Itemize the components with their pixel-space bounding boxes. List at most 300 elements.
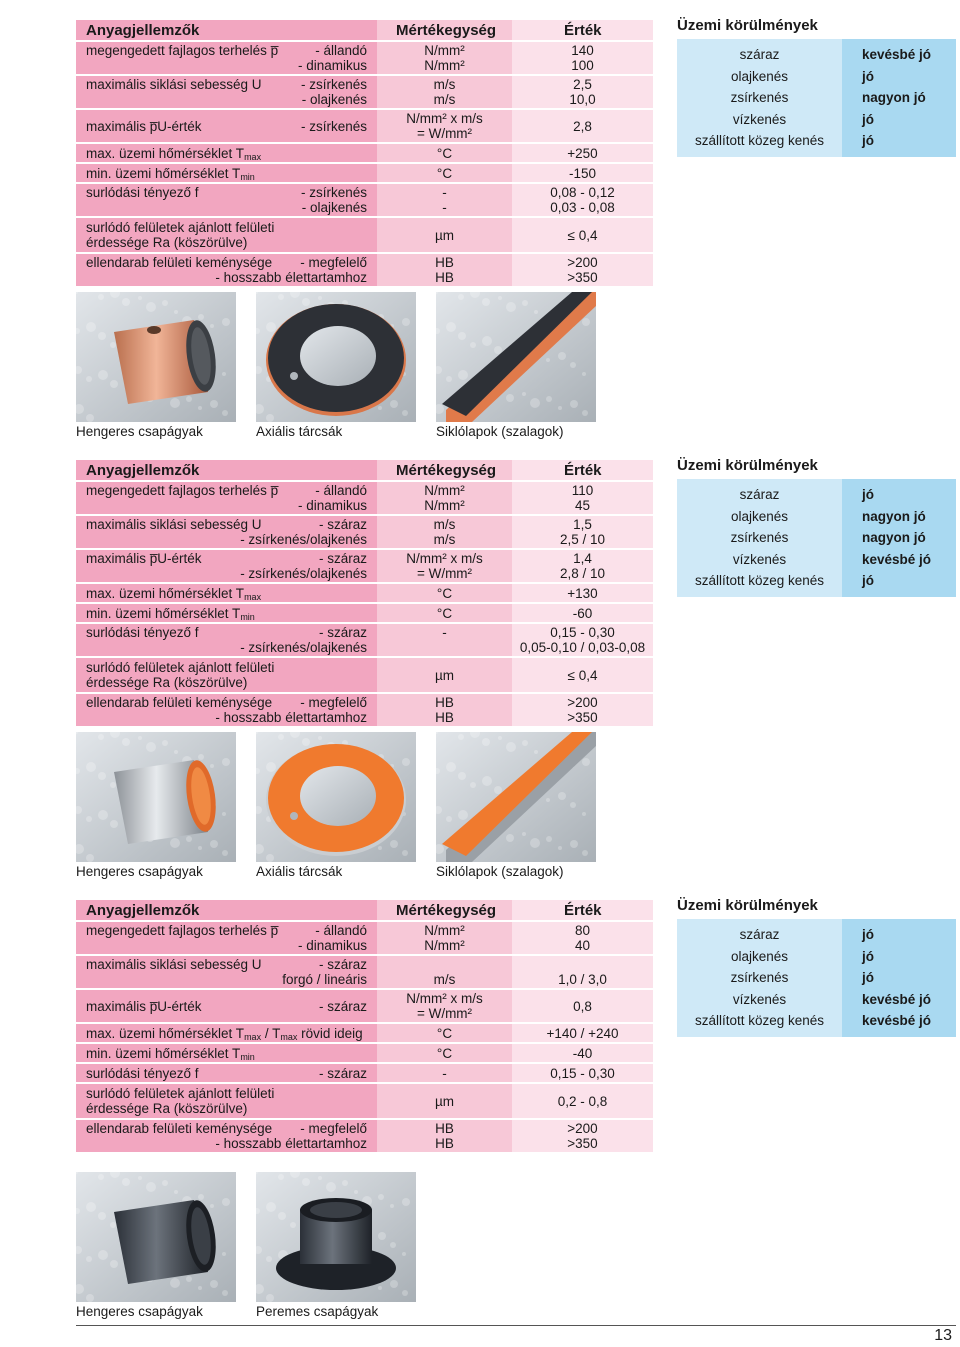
spec-row bbox=[76, 922, 653, 956]
condition-rating: jó bbox=[862, 948, 874, 964]
value-text: >350 bbox=[567, 1136, 598, 1151]
condition-label: szállított közeg kenés bbox=[694, 133, 825, 149]
unit-text: N/mm² bbox=[424, 923, 465, 938]
photo-caption: Hengeres csapágyak bbox=[76, 864, 203, 879]
value-text: 2,5 / 10 bbox=[559, 532, 606, 547]
unit-text: N/mm² x m/s bbox=[406, 551, 483, 566]
unit-text: = W/mm² bbox=[416, 1006, 473, 1021]
product-photo bbox=[76, 292, 236, 422]
black-washer-photo bbox=[256, 292, 416, 422]
value-text: 1,0 / 3,0 bbox=[558, 972, 607, 987]
unit-cell bbox=[377, 1120, 512, 1152]
condition-rating: nagyon jó bbox=[862, 508, 926, 524]
unit-text: m/s bbox=[433, 532, 456, 547]
value-text: 100 bbox=[571, 58, 594, 73]
value-cell bbox=[512, 144, 653, 162]
unit-cell bbox=[377, 184, 512, 216]
spec-table-header bbox=[76, 900, 653, 922]
photo-caption: Peremes csapágyak bbox=[256, 1304, 379, 1319]
value-text: >200 bbox=[567, 695, 598, 710]
unit-text: - bbox=[442, 185, 447, 200]
condition-label: száraz bbox=[739, 487, 780, 502]
condition-label: olajkenés bbox=[730, 68, 789, 84]
property-cell bbox=[76, 604, 377, 622]
property-condition: - dinamikus bbox=[297, 498, 367, 513]
property-name: érdessége Ra (köszörülve) bbox=[86, 235, 248, 250]
property-name: ellendarab felületi keménysége bbox=[86, 1121, 273, 1136]
condition-rating: kevésbé jó bbox=[862, 47, 932, 62]
property-name: megengedett fajlagos terhelés p̅ bbox=[86, 43, 279, 58]
property-condition: - száraz bbox=[318, 957, 367, 972]
unit-cell bbox=[377, 624, 512, 656]
property-condition: forgó / lineáris bbox=[282, 972, 367, 987]
value-text: 2,5 bbox=[573, 77, 592, 92]
spec-row bbox=[76, 254, 653, 288]
property-condition: - száraz bbox=[318, 517, 367, 532]
property-name: ellendarab felületi keménysége bbox=[86, 695, 273, 710]
unit-cell bbox=[377, 1064, 512, 1082]
value-text: >350 bbox=[567, 270, 598, 285]
unit-cell bbox=[377, 516, 512, 548]
value-cell bbox=[512, 604, 653, 622]
property-cell bbox=[76, 144, 377, 162]
property-cell bbox=[76, 184, 377, 216]
unit-text: m/s bbox=[433, 77, 456, 92]
unit-text: µm bbox=[434, 228, 455, 243]
value-text: 1,4 bbox=[573, 551, 592, 566]
property-name: maximális p̅U-érték bbox=[86, 999, 202, 1014]
value-text: >200 bbox=[567, 255, 598, 270]
unit-text: µm bbox=[434, 1094, 455, 1109]
value-cell bbox=[512, 42, 653, 74]
property-name: surlódási tényező f bbox=[86, 1066, 199, 1081]
unit-text: m/s bbox=[433, 517, 456, 532]
unit-text: N/mm² bbox=[424, 43, 465, 58]
unit-text: °C bbox=[436, 586, 453, 601]
value-text: +140 / +240 bbox=[546, 1026, 619, 1041]
unit-text: °C bbox=[436, 146, 453, 161]
property-cell bbox=[76, 990, 377, 1022]
spec-row bbox=[76, 1064, 653, 1084]
unit-text: - bbox=[442, 625, 447, 640]
value-cell bbox=[512, 482, 653, 514]
value-text: 140 bbox=[571, 43, 594, 58]
unit-cell bbox=[377, 604, 512, 622]
unit-cell bbox=[377, 482, 512, 514]
condition-rating: kevésbé jó bbox=[862, 551, 932, 567]
property-cell bbox=[76, 658, 377, 692]
unit-text: °C bbox=[436, 166, 453, 181]
unit-cell bbox=[377, 76, 512, 108]
property-condition: - állandó bbox=[315, 43, 367, 58]
value-cell bbox=[512, 254, 653, 286]
spec-table bbox=[76, 900, 653, 1154]
unit-text: = W/mm² bbox=[416, 126, 473, 141]
value-text: ≤ 0,4 bbox=[567, 228, 598, 243]
product-photo bbox=[76, 732, 236, 862]
header-unit: Mértékegység bbox=[396, 462, 497, 479]
unit-cell bbox=[377, 218, 512, 252]
value-cell bbox=[512, 76, 653, 108]
header-unit: Mértékegység bbox=[396, 22, 497, 39]
header-property: Anyagjellemzők bbox=[86, 462, 200, 479]
property-condition: - hosszabb élettartamhoz bbox=[215, 710, 367, 725]
spec-row bbox=[76, 184, 653, 218]
value-text: >200 bbox=[567, 1121, 598, 1136]
unit-cell bbox=[377, 1044, 512, 1062]
photo-caption: Axiális tárcsák bbox=[256, 424, 343, 439]
conditions-table bbox=[677, 39, 956, 157]
property-name: max. üzemi hőmérséklet $T_{max}$ bbox=[86, 586, 262, 602]
value-cell bbox=[512, 694, 653, 726]
condition-label: olajkenés bbox=[730, 508, 789, 524]
condition-label: vízkenés bbox=[732, 551, 787, 567]
condition-label: zsírkenés bbox=[730, 90, 789, 106]
unit-text: HB bbox=[435, 255, 454, 270]
property-name: surlódó felületek ajánlott felületi bbox=[86, 660, 275, 675]
value-text: 1,5 bbox=[573, 517, 592, 532]
property-condition: - megfelelő bbox=[300, 695, 367, 710]
condition-label: szállított közeg kenés bbox=[694, 573, 825, 589]
value-text: 0,15 - 0,30 bbox=[550, 625, 615, 640]
property-condition: - száraz bbox=[318, 999, 367, 1014]
property-condition: - megfelelő bbox=[300, 1121, 367, 1136]
header-property: Anyagjellemzők bbox=[86, 22, 200, 39]
unit-text: - bbox=[442, 200, 447, 215]
property-condition: - zsírkenés/olajkenés bbox=[240, 640, 367, 655]
property-cell bbox=[76, 550, 377, 582]
condition-label: zsírkenés bbox=[730, 970, 789, 986]
value-cell bbox=[512, 218, 653, 252]
unit-cell bbox=[377, 550, 512, 582]
value-text: 2,8 bbox=[573, 119, 592, 134]
unit-cell bbox=[377, 990, 512, 1022]
property-name: maximális siklási sebesség U bbox=[86, 957, 262, 972]
property-cell bbox=[76, 110, 377, 142]
condition-label: szállított közeg kenés bbox=[694, 1013, 825, 1029]
condition-label: száraz bbox=[739, 927, 780, 942]
condition-rating: nagyon jó bbox=[862, 530, 926, 546]
value-cell bbox=[512, 990, 653, 1022]
value-cell bbox=[512, 1084, 653, 1118]
product-photo bbox=[436, 732, 596, 862]
unit-text: HB bbox=[435, 1136, 454, 1151]
product-photo bbox=[436, 292, 596, 422]
product-photo bbox=[256, 292, 416, 422]
unit-cell bbox=[377, 164, 512, 182]
operating-conditions bbox=[677, 895, 956, 1037]
condition-rating: jó bbox=[862, 573, 874, 589]
value-cell bbox=[512, 550, 653, 582]
condition-rating: kevésbé jó bbox=[862, 991, 932, 1007]
property-name: max. üzemi hőmérséklet $T_{max} / T_{max}$ rövid ideig bbox=[86, 1026, 363, 1042]
photo-caption: Hengeres csapágyak bbox=[76, 1304, 203, 1319]
spec-row bbox=[76, 1024, 653, 1044]
property-name: min. üzemi hőmérséklet $T_{min}$ bbox=[86, 606, 255, 622]
spec-row bbox=[76, 990, 653, 1024]
page-footer-rule bbox=[76, 1325, 956, 1326]
orange-washer-photo bbox=[256, 732, 416, 862]
value-cell bbox=[512, 164, 653, 182]
value-text: 10,0 bbox=[569, 92, 596, 107]
property-cell bbox=[76, 254, 377, 286]
unit-text: N/mm² x m/s bbox=[406, 111, 483, 126]
spec-table bbox=[76, 460, 653, 728]
value-text: 80 bbox=[574, 923, 591, 938]
value-cell bbox=[512, 1120, 653, 1152]
unit-text: HB bbox=[435, 695, 454, 710]
unit-text: N/mm² bbox=[424, 498, 465, 513]
property-condition: - olajkenés bbox=[301, 200, 367, 215]
spec-table-header bbox=[76, 20, 653, 42]
unit-text: m/s bbox=[433, 92, 456, 107]
steel-bushing-photo bbox=[76, 732, 236, 862]
unit-text: m/s bbox=[433, 972, 456, 987]
property-cell bbox=[76, 1024, 377, 1042]
property-name: min. üzemi hőmérséklet $T_{min}$ bbox=[86, 166, 255, 182]
value-cell bbox=[512, 922, 653, 954]
property-name: surlódó felületek ajánlott felületi bbox=[86, 1086, 275, 1101]
property-name: maximális p̅U-érték bbox=[86, 119, 202, 134]
spec-row bbox=[76, 42, 653, 76]
property-name: max. üzemi hőmérséklet $T_{max}$ bbox=[86, 146, 262, 162]
value-cell bbox=[512, 584, 653, 602]
spec-row bbox=[76, 516, 653, 550]
unit-cell bbox=[377, 956, 512, 988]
conditions-title: Üzemi körülmények bbox=[677, 897, 818, 914]
condition-rating: jó bbox=[862, 970, 874, 986]
property-condition: - zsírkenés bbox=[300, 77, 367, 92]
value-text: 0,2 - 0,8 bbox=[557, 1094, 608, 1109]
property-name: ellendarab felületi keménysége bbox=[86, 255, 273, 270]
property-cell bbox=[76, 1120, 377, 1152]
page-number: 13 bbox=[934, 1327, 952, 1344]
condition-label: olajkenés bbox=[730, 948, 789, 964]
property-condition: - állandó bbox=[315, 483, 367, 498]
product-photo bbox=[256, 732, 416, 862]
property-condition: - zsírkenés/olajkenés bbox=[240, 532, 367, 547]
condition-label: száraz bbox=[739, 47, 780, 62]
value-cell bbox=[512, 1064, 653, 1082]
unit-cell bbox=[377, 694, 512, 726]
conditions-ratings bbox=[842, 479, 956, 597]
unit-cell bbox=[377, 110, 512, 142]
conditions-labels bbox=[677, 919, 842, 1037]
property-cell bbox=[76, 76, 377, 108]
operating-conditions bbox=[677, 15, 956, 157]
spec-row bbox=[76, 658, 653, 694]
unit-cell bbox=[377, 658, 512, 692]
unit-cell bbox=[377, 1024, 512, 1042]
condition-rating: jó bbox=[862, 133, 874, 149]
value-text: 0,8 bbox=[573, 999, 592, 1014]
header-value: Érték bbox=[564, 902, 602, 919]
value-cell bbox=[512, 658, 653, 692]
spec-row bbox=[76, 694, 653, 728]
polymer-bushing-photo bbox=[76, 1172, 236, 1302]
header-value: Érték bbox=[564, 462, 602, 479]
property-name: megengedett fajlagos terhelés p̅ bbox=[86, 923, 279, 938]
property-condition: - zsírkenés bbox=[300, 119, 367, 134]
property-cell bbox=[76, 164, 377, 182]
unit-text: N/mm² bbox=[424, 58, 465, 73]
operating-conditions bbox=[677, 455, 956, 597]
value-text: ≤ 0,4 bbox=[567, 668, 598, 683]
property-name: surlódási tényező f bbox=[86, 185, 199, 200]
unit-cell bbox=[377, 254, 512, 286]
value-text: +130 bbox=[567, 586, 598, 601]
spec-table bbox=[76, 20, 653, 288]
property-condition: - dinamikus bbox=[297, 938, 367, 953]
unit-cell bbox=[377, 42, 512, 74]
header-unit: Mértékegység bbox=[396, 902, 497, 919]
property-condition: - száraz bbox=[318, 551, 367, 566]
unit-text: HB bbox=[435, 710, 454, 725]
header-property: Anyagjellemzők bbox=[86, 902, 200, 919]
value-text: >350 bbox=[567, 710, 598, 725]
value-text: -60 bbox=[572, 606, 593, 621]
property-cell bbox=[76, 1044, 377, 1062]
photo-caption: Siklólapok (szalagok) bbox=[436, 864, 564, 879]
value-cell bbox=[512, 516, 653, 548]
property-cell bbox=[76, 694, 377, 726]
header-value: Érték bbox=[564, 22, 602, 39]
value-text: 110 bbox=[571, 483, 594, 498]
property-condition: - hosszabb élettartamhoz bbox=[215, 270, 367, 285]
property-condition: - száraz bbox=[318, 1066, 367, 1081]
value-text: 40 bbox=[574, 938, 591, 953]
conditions-ratings bbox=[842, 919, 956, 1037]
unit-cell bbox=[377, 1084, 512, 1118]
spec-row bbox=[76, 482, 653, 516]
value-text: +250 bbox=[567, 146, 598, 161]
spec-row bbox=[76, 550, 653, 584]
value-cell bbox=[512, 184, 653, 216]
unit-text: µm bbox=[434, 668, 455, 683]
conditions-labels bbox=[677, 479, 842, 597]
value-text: 0,08 - 0,12 bbox=[550, 185, 615, 200]
condition-label: vízkenés bbox=[732, 991, 787, 1007]
conditions-title: Üzemi körülmények bbox=[677, 17, 818, 34]
spec-row bbox=[76, 1120, 653, 1154]
unit-cell bbox=[377, 922, 512, 954]
property-condition: - zsírkenés/olajkenés bbox=[240, 566, 367, 581]
property-cell bbox=[76, 584, 377, 602]
spec-row bbox=[76, 624, 653, 658]
conditions-table bbox=[677, 919, 956, 1037]
spec-row bbox=[76, 110, 653, 144]
property-name: min. üzemi hőmérséklet $T_{min}$ bbox=[86, 1046, 255, 1062]
property-cell bbox=[76, 42, 377, 74]
spec-row bbox=[76, 1084, 653, 1120]
property-condition: - megfelelő bbox=[300, 255, 367, 270]
conditions-ratings bbox=[842, 39, 956, 157]
unit-text: HB bbox=[435, 1121, 454, 1136]
condition-label: zsírkenés bbox=[730, 530, 789, 546]
property-name: megengedett fajlagos terhelés p̅ bbox=[86, 483, 279, 498]
spec-row bbox=[76, 144, 653, 164]
unit-text: °C bbox=[436, 606, 453, 621]
unit-text: N/mm² bbox=[424, 483, 465, 498]
unit-text: = W/mm² bbox=[416, 566, 473, 581]
unit-text: N/mm² x m/s bbox=[406, 991, 483, 1006]
photo-caption: Siklólapok (szalagok) bbox=[436, 424, 564, 439]
property-name: maximális siklási sebesség U bbox=[86, 77, 262, 92]
black-strip-photo bbox=[436, 292, 596, 422]
value-text: 0,15 - 0,30 bbox=[550, 1066, 615, 1081]
conditions-table bbox=[677, 479, 956, 597]
spec-table-header bbox=[76, 460, 653, 482]
property-cell bbox=[76, 624, 377, 656]
unit-text: HB bbox=[435, 270, 454, 285]
property-name: érdessége Ra (köszörülve) bbox=[86, 675, 248, 690]
photo-caption: Hengeres csapágyak bbox=[76, 424, 203, 439]
conditions-title: Üzemi körülmények bbox=[677, 457, 818, 474]
condition-rating: jó bbox=[862, 487, 874, 502]
property-cell bbox=[76, 218, 377, 252]
property-condition: - olajkenés bbox=[301, 92, 367, 107]
value-text: -150 bbox=[568, 166, 597, 181]
unit-text: - bbox=[442, 1066, 447, 1081]
value-cell bbox=[512, 1024, 653, 1042]
conditions-labels bbox=[677, 39, 842, 157]
bronze-bushing-photo bbox=[76, 292, 236, 422]
flanged-bushing-photo bbox=[256, 1172, 416, 1302]
product-photo bbox=[76, 1172, 236, 1302]
property-condition: - állandó bbox=[315, 923, 367, 938]
property-name: surlódási tényező f bbox=[86, 625, 199, 640]
property-cell bbox=[76, 956, 377, 988]
value-text: 2,8 / 10 bbox=[559, 566, 606, 581]
condition-rating: jó bbox=[862, 68, 874, 84]
spec-row bbox=[76, 76, 653, 110]
orange-strip-photo bbox=[436, 732, 596, 862]
unit-text: °C bbox=[436, 1026, 453, 1041]
property-cell bbox=[76, 922, 377, 954]
photo-caption: Axiális tárcsák bbox=[256, 864, 343, 879]
property-name: maximális p̅U-érték bbox=[86, 551, 202, 566]
condition-label: vízkenés bbox=[732, 111, 787, 127]
value-text: 45 bbox=[574, 498, 591, 513]
spec-row bbox=[76, 164, 653, 184]
condition-rating: nagyon jó bbox=[862, 90, 926, 106]
value-cell bbox=[512, 110, 653, 142]
spec-row bbox=[76, 956, 653, 990]
spec-row bbox=[76, 1044, 653, 1064]
value-cell bbox=[512, 1044, 653, 1062]
value-text: -40 bbox=[572, 1046, 593, 1061]
unit-cell bbox=[377, 584, 512, 602]
spec-row bbox=[76, 604, 653, 624]
property-name: surlódó felületek ajánlott felületi bbox=[86, 220, 275, 235]
unit-text: °C bbox=[436, 1046, 453, 1061]
property-name: maximális siklási sebesség U bbox=[86, 517, 262, 532]
value-text: 0,05-0,10 / 0,03-0,08 bbox=[519, 640, 646, 655]
value-cell bbox=[512, 624, 653, 656]
condition-rating: jó bbox=[862, 111, 874, 127]
property-cell bbox=[76, 482, 377, 514]
property-condition: - hosszabb élettartamhoz bbox=[215, 1136, 367, 1151]
property-condition: - zsírkenés bbox=[300, 185, 367, 200]
property-name: érdessége Ra (köszörülve) bbox=[86, 1101, 248, 1116]
property-cell bbox=[76, 516, 377, 548]
property-cell bbox=[76, 1084, 377, 1118]
spec-row bbox=[76, 584, 653, 604]
property-condition: - dinamikus bbox=[297, 58, 367, 73]
condition-rating: kevésbé jó bbox=[862, 1013, 932, 1029]
property-cell bbox=[76, 1064, 377, 1082]
product-photo bbox=[256, 1172, 416, 1302]
